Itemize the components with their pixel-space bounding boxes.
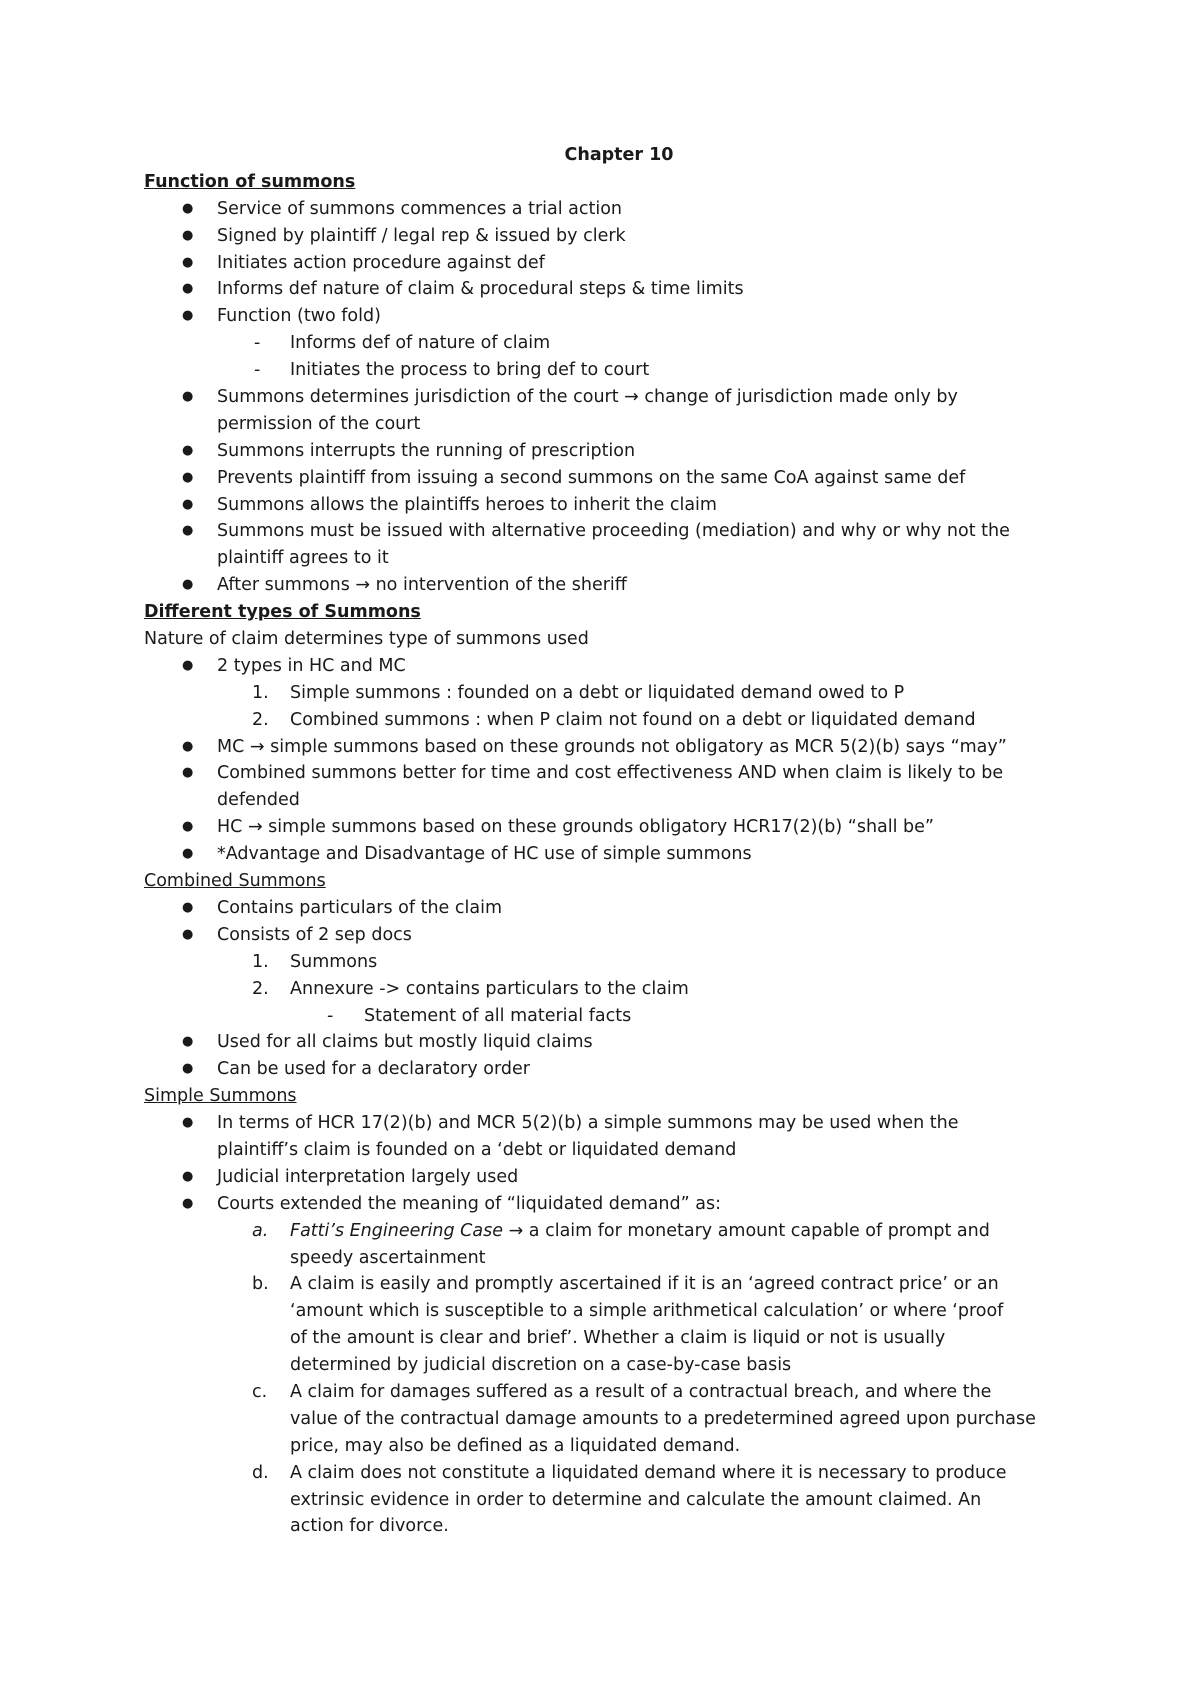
bullet-icon: ● <box>182 308 194 324</box>
section-heading-simple: Simple Summons <box>144 1086 297 1107</box>
list-item-continuation: plaintiff agrees to it <box>217 548 389 569</box>
bullet-icon: ● <box>182 577 194 593</box>
dash-icon: - <box>327 1005 334 1026</box>
bullet-icon: ● <box>182 200 194 216</box>
list-item: ● HC → simple summons based on these grounds obligatory HCR17(2)(b) “shall be” <box>144 814 1064 841</box>
bullet-icon: ● <box>182 657 194 673</box>
lettered-item-continuation: price, may also be defined as a liquidated demand. <box>290 1435 741 1456</box>
bullet-icon: ● <box>182 899 194 915</box>
list-item-continuation: defended <box>217 790 300 811</box>
bullet-icon: ● <box>182 1034 194 1050</box>
bullet-icon: ● <box>182 1061 194 1077</box>
numbered-item: 2. Annexure -> contains particulars to the claim <box>252 978 689 999</box>
lettered-item: d. A claim does not constitute a liquidated demand where it is necessary to produce <box>252 1462 1007 1483</box>
list-item: ● Contains particulars of the claim <box>144 895 1064 922</box>
bullet-icon: ● <box>182 1168 194 1184</box>
document-content <box>144 142 1064 1540</box>
dash-icon: - <box>254 360 261 381</box>
list-item: ● Function (two fold) <box>144 303 1064 330</box>
lettered-item-continuation: speedy ascertainment <box>290 1247 486 1268</box>
bullet-icon: ● <box>182 846 194 862</box>
lettered-item-continuation: action for divorce. <box>290 1516 449 1537</box>
list-item: ● Prevents plaintiff from issuing a second summons on the same CoA against same def <box>144 465 1064 492</box>
lettered-item-continuation: determined by judicial discretion on a case-by-case basis <box>290 1355 792 1376</box>
list-item: ● Summons interrupts the running of prescription <box>144 438 1064 465</box>
list-item: ● Informs def nature of claim & procedural steps & time limits <box>144 276 1064 303</box>
bullet-icon: ● <box>182 1195 194 1211</box>
numbered-item: 1. Summons <box>252 951 378 972</box>
lettered-item-continuation: value of the contractual damage amounts to a predetermined agreed upon purchase <box>290 1408 1036 1429</box>
section-heading-combined: Combined Summons <box>144 871 326 892</box>
list-item: ● *Advantage and Disadvantage of HC use of simple summons <box>144 841 1064 868</box>
bullet-icon: ● <box>182 738 194 754</box>
sub-list-item: - Initiates the process to bring def to court <box>144 357 1064 384</box>
paragraph: Nature of claim determines type of summons used <box>144 629 589 650</box>
bullet-icon: ● <box>182 496 194 512</box>
lettered-item-continuation: ‘amount which is susceptible to a simple arithmetical calculation’ or where ‘proof <box>290 1301 1004 1322</box>
numbered-item: 1. Simple summons : founded on a debt or liquidated demand owed to P <box>252 682 905 703</box>
list-item: ● Consists of 2 sep docs <box>144 922 1064 949</box>
numbered-item: 2. Combined summons : when P claim not found on a debt or liquidated demand <box>252 709 976 730</box>
list-item: ● Used for all claims but mostly liquid claims <box>144 1029 1064 1056</box>
sub-list-item: - Statement of all material facts <box>144 1003 1064 1030</box>
bullet-icon: ● <box>182 523 194 539</box>
bullet-icon: ● <box>182 765 194 781</box>
list-item-continuation: permission of the court <box>217 413 421 434</box>
bullet-icon: ● <box>182 389 194 405</box>
bullet-icon: ● <box>182 227 194 243</box>
list-item: ● Combined summons better for time and cost effectiveness AND when claim is likely to be <box>144 760 1064 787</box>
case-name: Fatti’s Engineering Case <box>290 1220 504 1241</box>
list-item-continuation: plaintiff’s claim is founded on a ‘debt or liquidated demand <box>217 1139 737 1160</box>
list-item: ● After summons → no intervention of the sheriff <box>144 572 1064 599</box>
list-item: ● Summons must be issued with alternative proceeding (mediation) and why or why not the <box>144 518 1064 545</box>
bullet-icon: ● <box>182 469 194 485</box>
dash-icon: - <box>254 333 261 354</box>
list-item: ● 2 types in HC and MC <box>144 653 1064 680</box>
page-title: Chapter 10 <box>564 145 674 165</box>
bullet-icon: ● <box>182 442 194 458</box>
section-heading-types: Different types of Summons <box>144 602 421 623</box>
lettered-item: b. A claim is easily and promptly ascertained if it is an ‘agreed contract price’ or an <box>252 1274 999 1295</box>
lettered-item-continuation: of the amount is clear and brief’. Whether a claim is liquid or not is usually <box>290 1328 946 1349</box>
bullet-icon: ● <box>182 1115 194 1131</box>
sub-list-item: - Informs def of nature of claim <box>144 330 1064 357</box>
list-item: ● Courts extended the meaning of “liquidated demand” as: <box>144 1191 1064 1218</box>
list-item: ● Can be used for a declaratory order <box>144 1056 1064 1083</box>
list-item: ● Summons determines jurisdiction of the court → change of jurisdiction made only by <box>144 384 1064 411</box>
bullet-icon: ● <box>182 281 194 297</box>
list-item: ● Summons allows the plaintiffs heroes to inherit the claim <box>144 492 1064 519</box>
list-item: ● Judicial interpretation largely used <box>144 1164 1064 1191</box>
lettered-item-continuation: extrinsic evidence in order to determine and calculate the amount claimed. An <box>290 1489 982 1510</box>
list-item: ● Service of summons commences a trial action <box>144 196 1064 223</box>
list-item: ● In terms of HCR 17(2)(b) and MCR 5(2)(b) a simple summons may be used when the <box>144 1110 1064 1137</box>
list-item: ● Initiates action procedure against def <box>144 250 1064 277</box>
lettered-item: c. A claim for damages suffered as a result of a contractual breach, and where the <box>252 1381 992 1402</box>
section-heading-function: Function of summons <box>144 171 356 192</box>
list-item: ● MC → simple summons based on these grounds not obligatory as MCR 5(2)(b) says “may” <box>144 734 1064 761</box>
bullet-icon: ● <box>182 926 194 942</box>
bullet-icon: ● <box>182 819 194 835</box>
list-item: ● Signed by plaintiff / legal rep & issued by clerk <box>144 223 1064 250</box>
lettered-item: a. Fatti’s Engineering Case → a claim for monetary amount capable of prompt and <box>252 1220 990 1241</box>
bullet-icon: ● <box>182 254 194 270</box>
